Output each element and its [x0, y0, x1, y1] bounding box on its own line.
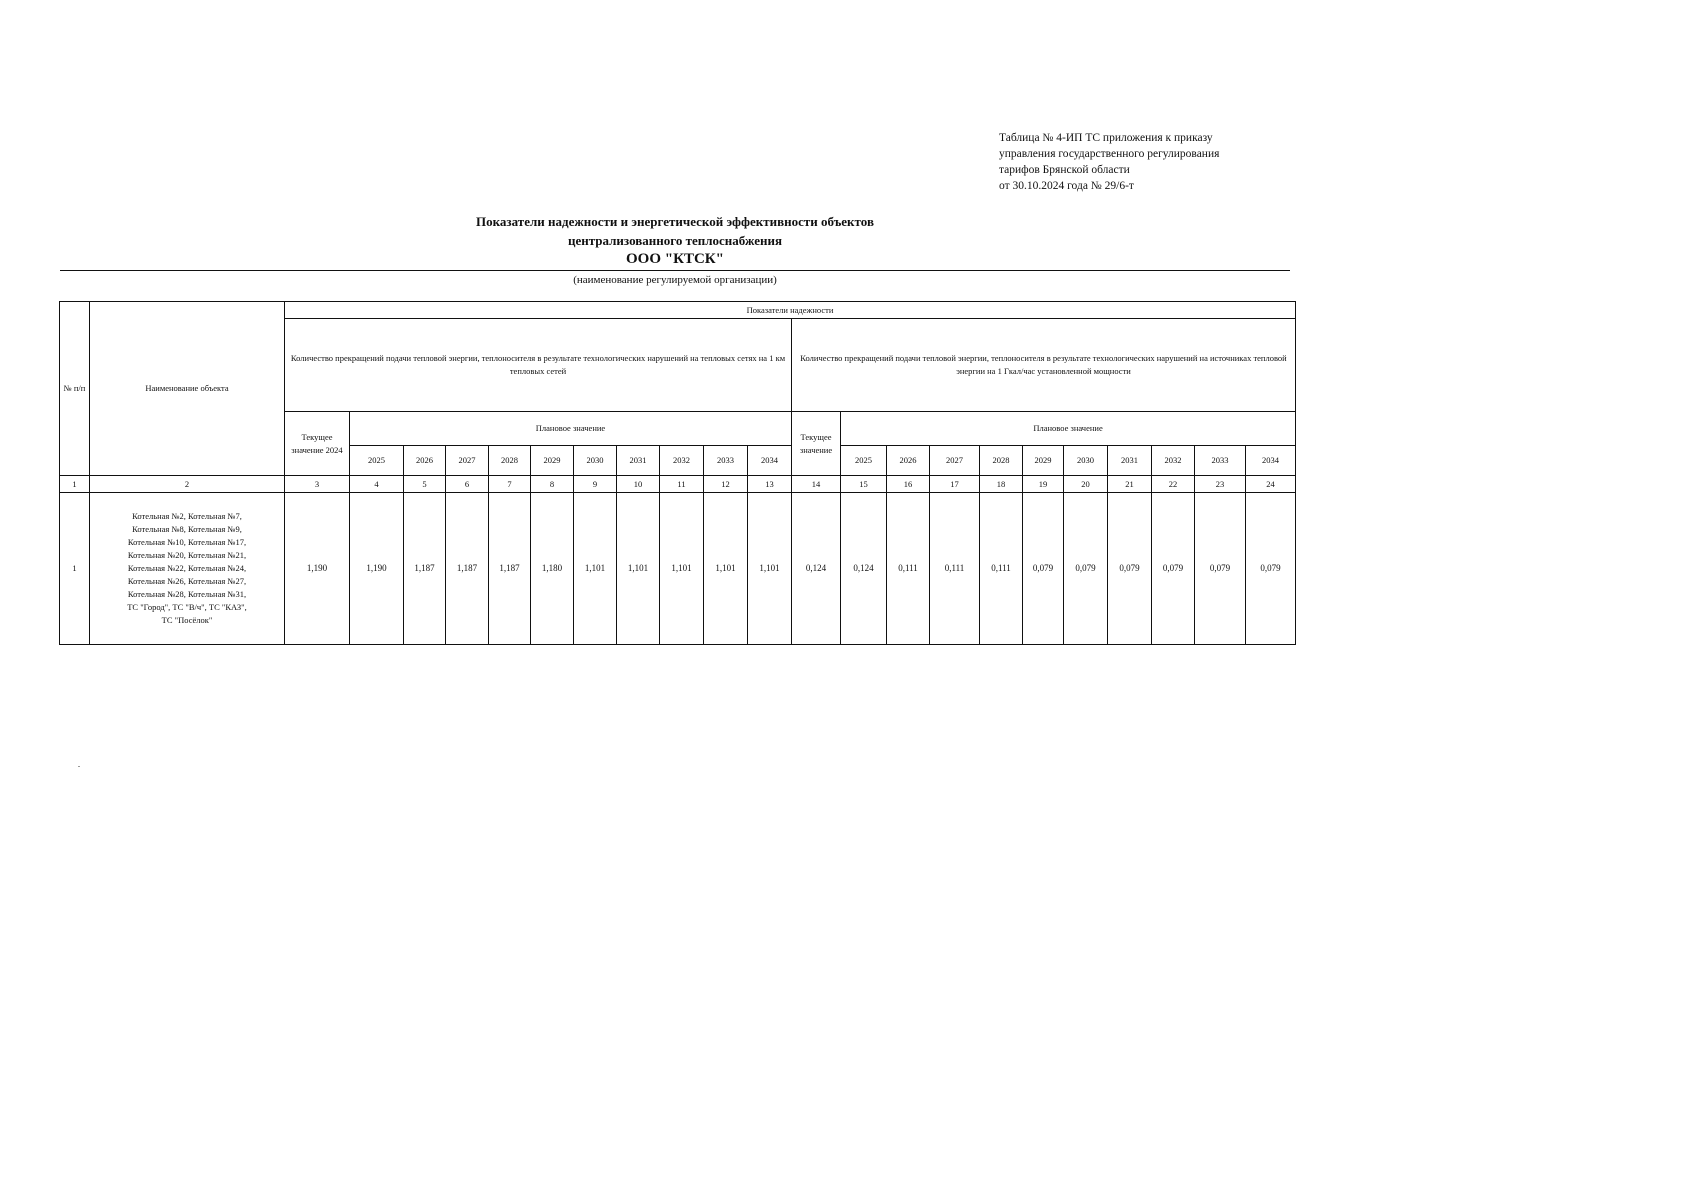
organization-name: ООО "КТСК"	[626, 251, 724, 267]
header-source-interruptions: Количество прекращений подачи тепловой энергии, теплоносителя в результате технологических нарушений на источниках тепловой энергии на 1 Гкал/час установленной мощности	[792, 319, 1296, 412]
object-name-line: Котельная №22, Котельная №24,	[127, 563, 247, 573]
column-number: 11	[660, 476, 704, 493]
planned-value-cell: 1,101	[660, 493, 704, 645]
year-header: 2027	[930, 446, 980, 476]
column-number: 12	[704, 476, 748, 493]
table-row	[60, 493, 1296, 645]
current-value-cell: 1,190	[285, 493, 350, 645]
column-number: 22	[1152, 476, 1195, 493]
column-number: 9	[574, 476, 617, 493]
organization-caption: (наименование регулируемой организации)	[573, 274, 777, 286]
planned-value-cell: 0,079	[1108, 493, 1152, 645]
object-name-line: Котельная №2, Котельная №7,	[132, 511, 242, 521]
planned-value-cell: 1,180	[531, 493, 574, 645]
column-number: 16	[887, 476, 930, 493]
document-title-line-1: Показатели надежности и энергетической эффективности объектов	[476, 214, 874, 229]
order-reference-line: Таблица № 4-ИП ТС приложения к приказу	[999, 132, 1213, 144]
column-number: 2	[90, 476, 285, 493]
header-current-value-2024: Текущее значение 2024	[285, 412, 350, 476]
planned-value-cell: 0,079	[1023, 493, 1064, 645]
year-header: 2028	[489, 446, 531, 476]
header-planned-value: Плановое значение	[841, 412, 1296, 446]
year-header: 2030	[1064, 446, 1108, 476]
column-number: 15	[841, 476, 887, 493]
header-reliability-indicators: Показатели надежности	[285, 302, 1296, 319]
year-header: 2032	[660, 446, 704, 476]
column-number: 19	[1023, 476, 1064, 493]
planned-value-cell: 0,079	[1152, 493, 1195, 645]
year-header: 2033	[704, 446, 748, 476]
year-header: 2029	[531, 446, 574, 476]
year-header: 2028	[980, 446, 1023, 476]
object-name-line: ТС "Посёлок"	[161, 615, 213, 625]
column-number: 21	[1108, 476, 1152, 493]
header-number: № п/п	[60, 302, 90, 476]
order-reference	[999, 130, 1319, 194]
column-number: 1	[60, 476, 90, 493]
row-number: 1	[60, 493, 90, 645]
column-number: 4	[350, 476, 404, 493]
column-number: 10	[617, 476, 660, 493]
object-name	[90, 493, 285, 645]
year-header: 2025	[350, 446, 404, 476]
year-header: 2034	[1246, 446, 1296, 476]
object-name-line: ТС "Город", ТС "В/ч", ТС "КАЗ",	[127, 602, 247, 612]
planned-value-cell: 0,124	[841, 493, 887, 645]
planned-value-cell: 0,079	[1195, 493, 1246, 645]
planned-value-cell: 1,187	[489, 493, 531, 645]
year-header: 2032	[1152, 446, 1195, 476]
year-header: 2033	[1195, 446, 1246, 476]
order-reference-line: от 30.10.2024 года № 29/6-т	[999, 180, 1134, 192]
header-current-value: Текущее значение	[792, 412, 841, 476]
object-name-line: Котельная №8, Котельная №9,	[132, 524, 242, 534]
object-name-line: Котельная №26, Котельная №27,	[127, 576, 247, 586]
year-header: 2026	[404, 446, 446, 476]
column-number: 20	[1064, 476, 1108, 493]
planned-value-cell: 1,187	[446, 493, 489, 645]
planned-value-cell: 0,111	[980, 493, 1023, 645]
current-value-cell: 0,124	[792, 493, 841, 645]
planned-value-cell: 1,101	[704, 493, 748, 645]
planned-value-cell: 1,101	[748, 493, 792, 645]
header-object-name: Наименование объекта	[90, 302, 285, 476]
year-header: 2034	[748, 446, 792, 476]
order-reference-line: тарифов Брянской области	[999, 164, 1130, 176]
column-number: 13	[748, 476, 792, 493]
year-header: 2031	[617, 446, 660, 476]
column-number: 8	[531, 476, 574, 493]
scan-speck	[78, 766, 80, 767]
planned-value-cell: 1,190	[350, 493, 404, 645]
year-header: 2027	[446, 446, 489, 476]
planned-value-cell: 1,187	[404, 493, 446, 645]
planned-value-cell: 1,101	[574, 493, 617, 645]
object-name-line: Котельная №10, Котельная №17,	[127, 537, 247, 547]
column-number: 17	[930, 476, 980, 493]
column-number: 5	[404, 476, 446, 493]
column-number: 23	[1195, 476, 1246, 493]
header-planned-value: Плановое значение	[350, 412, 792, 446]
year-header: 2025	[841, 446, 887, 476]
column-number: 6	[446, 476, 489, 493]
planned-value-cell: 1,101	[617, 493, 660, 645]
organization-underline	[60, 270, 1290, 271]
year-header: 2031	[1108, 446, 1152, 476]
planned-value-cell: 0,111	[930, 493, 980, 645]
planned-value-cell: 0,111	[887, 493, 930, 645]
object-name-line: Котельная №20, Котельная №21,	[127, 550, 247, 560]
column-number: 7	[489, 476, 531, 493]
year-header: 2030	[574, 446, 617, 476]
column-number: 14	[792, 476, 841, 493]
planned-value-cell: 0,079	[1064, 493, 1108, 645]
planned-value-cell: 0,079	[1246, 493, 1296, 645]
year-header: 2026	[887, 446, 930, 476]
header-network-interruptions: Количество прекращений подачи тепловой энергии, теплоносителя в результате технологических нарушений на тепловых сетях на 1 км тепловых сетей	[285, 319, 792, 412]
reliability-table	[59, 301, 1296, 645]
column-number: 3	[285, 476, 350, 493]
order-reference-line: управления государственного регулирования	[999, 148, 1220, 160]
column-number: 24	[1246, 476, 1296, 493]
object-name-line: Котельная №28, Котельная №31,	[127, 589, 247, 599]
document-title-line-2: централизованного теплоснабжения	[568, 233, 782, 248]
year-header: 2029	[1023, 446, 1064, 476]
column-number: 18	[980, 476, 1023, 493]
